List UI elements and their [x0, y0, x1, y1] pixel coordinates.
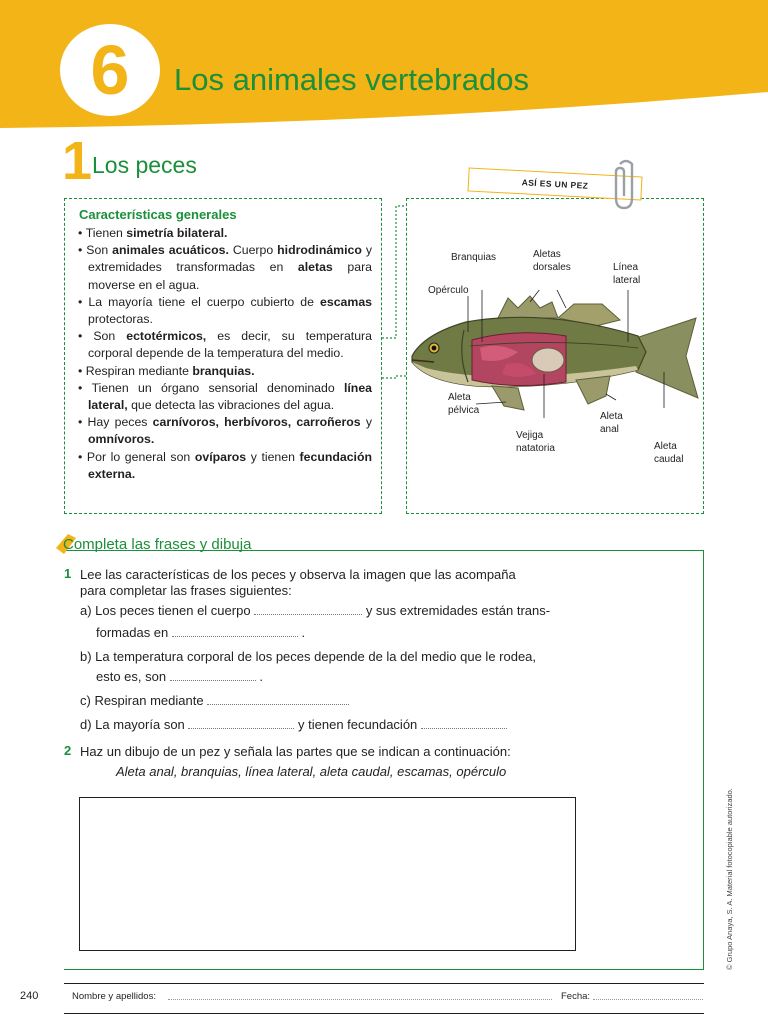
label-aleta-anal: Aleta anal	[600, 411, 623, 435]
section-number: 1	[62, 131, 93, 191]
answer-blank-1a-1[interactable]	[254, 603, 362, 615]
characteristic-text: Tienen	[85, 226, 127, 240]
question-1d-text: d) La mayoría son	[80, 717, 185, 732]
page-number: 240	[20, 990, 39, 1002]
question-1a-line2	[96, 624, 305, 642]
name-field[interactable]	[168, 999, 552, 1000]
characteristic-text: Son	[86, 243, 113, 258]
question-1b-text: b) La temperatura corporal de los peces depende de la del medio que le rodea,	[80, 649, 537, 664]
characteristic-keyword: ectotérmicos,	[126, 329, 207, 344]
characteristic-item	[78, 225, 372, 242]
characteristic-keyword: animales acuáticos.	[112, 243, 229, 258]
characteristic-keyword: línea lateral,	[88, 380, 372, 413]
fish-pelvic-fin	[492, 386, 524, 410]
date-label: Fecha:	[561, 991, 591, 1002]
question-1a	[80, 602, 550, 620]
characteristic-keyword: branquias.	[192, 363, 255, 378]
fish-anal-fin	[576, 376, 610, 404]
question-1a-period: .	[301, 625, 306, 640]
label-operculo: Opérculo	[428, 285, 469, 296]
characteristics-heading: Características generales	[79, 207, 237, 222]
characteristic-text: La mayoría tiene el cuerpo cubierto de	[88, 294, 321, 309]
question-2-text: Haz un dibujo de un pez y señala las partes que se indican a continuación:	[80, 744, 511, 759]
characteristic-text: Por lo general son	[86, 449, 195, 464]
characteristic-text: y extremidades transformadas en	[88, 243, 372, 275]
answer-blank-1c[interactable]	[207, 693, 349, 705]
characteristic-item	[78, 242, 372, 294]
fish-tail-fin	[636, 318, 698, 398]
footer-rule-bottom	[64, 1013, 704, 1014]
characteristic-text: protectoras.	[88, 312, 153, 327]
question-1b-period: .	[259, 669, 263, 684]
characteristic-keyword: omnívoros.	[88, 432, 155, 447]
characteristic-item	[78, 414, 372, 448]
answer-blank-1d-1[interactable]	[188, 717, 294, 729]
characteristic-item	[78, 363, 372, 380]
question-1-text-line2: para completar las frases siguientes:	[80, 583, 292, 598]
characteristic-item	[78, 328, 372, 362]
characteristic-keyword: carnívoros, herbívoros, carroñeros	[152, 415, 361, 430]
figure-tag-label: ASÍ ES UN PEZ	[521, 177, 589, 191]
question-2-parts: Aleta anal, branquias, línea lateral, aleta caudal, escamas, opérculo	[116, 764, 507, 779]
characteristic-text: y	[360, 415, 372, 430]
section-title: Los peces	[92, 152, 197, 178]
question-1c-text: c) Respiran mediante	[80, 693, 204, 708]
characteristic-text: Cuerpo	[228, 243, 278, 258]
question-1d	[80, 716, 507, 734]
name-label: Nombre y apellidos:	[72, 991, 156, 1002]
label-branquias: Branquias	[451, 252, 497, 263]
answer-blank-1d-2[interactable]	[421, 717, 507, 729]
characteristic-item	[78, 294, 372, 328]
label-aleta-pelvica: Aleta pélvica	[448, 392, 480, 416]
question-1c	[80, 692, 349, 710]
question-1b-line2	[96, 668, 263, 686]
drawing-area[interactable]	[79, 797, 576, 951]
characteristic-item	[78, 449, 372, 483]
chapter-title: Los animales vertebrados	[174, 62, 529, 97]
characteristic-text: Tienen un órgano sensorial denominado	[91, 380, 344, 395]
characteristic-text: Respiran mediante	[85, 363, 193, 378]
question-1a-text-line2: formadas en	[96, 625, 169, 640]
label-vejiga-natatoria: Vejiga natatoria	[516, 430, 555, 454]
characteristic-text: Son	[93, 329, 127, 344]
characteristic-text: es decir, su temperatura corporal depende de la temperatura del medio.	[88, 329, 372, 361]
copyright-notice: © Grupo Anaya, S. A. Material fotocopiable autorizado.	[725, 788, 734, 970]
characteristic-text: que detecta las vibraciones del agua.	[127, 398, 335, 413]
question-1-text-line1: Lee las características de los peces y observa la imagen que las acompaña	[80, 567, 516, 582]
characteristic-keyword: simetría bilateral.	[126, 226, 228, 240]
question-1a-text: a) Los peces tienen el cuerpo	[80, 603, 251, 618]
label-aleta-caudal: Aleta caudal	[654, 441, 684, 465]
characteristic-keyword: hidrodinámico	[277, 243, 362, 258]
label-aletas-dorsales: Aletas dorsales	[533, 249, 571, 273]
label-linea-lateral: Línea lateral	[613, 262, 641, 286]
characteristic-keyword: aletas	[297, 260, 333, 275]
fish-dorsal-fin-front	[498, 296, 558, 318]
paperclip-icon	[612, 158, 640, 214]
question-2-number: 2	[64, 743, 72, 758]
chapter-number-badge	[60, 24, 160, 116]
characteristic-text: y tienen	[246, 449, 300, 464]
characteristics-list	[78, 225, 372, 483]
footer-rule-top	[64, 983, 704, 984]
chapter-number: 6	[90, 31, 130, 109]
characteristic-text: para moverse en el agua.	[88, 260, 372, 292]
characteristic-keyword: ovíparos	[194, 449, 247, 464]
date-field[interactable]	[593, 999, 703, 1000]
answer-blank-1a-2[interactable]	[172, 625, 298, 637]
question-1b-text-line2: esto es, son	[96, 669, 167, 684]
characteristic-keyword: fecundación externa.	[88, 449, 372, 481]
activity-title: Completa las frases y dibuja	[63, 536, 252, 553]
characteristic-text: Hay peces	[87, 415, 153, 430]
box-connector	[382, 198, 408, 398]
question-1a-text-cont: y sus extremidades están trans-	[365, 603, 551, 618]
answer-blank-1b[interactable]	[170, 669, 256, 681]
question-1d-text-cont: y tienen fecundación	[298, 717, 418, 732]
characteristic-keyword: escamas	[320, 294, 372, 309]
fish-swim-bladder	[532, 348, 564, 372]
characteristic-item	[78, 380, 372, 414]
question-1-number: 1	[64, 566, 72, 581]
